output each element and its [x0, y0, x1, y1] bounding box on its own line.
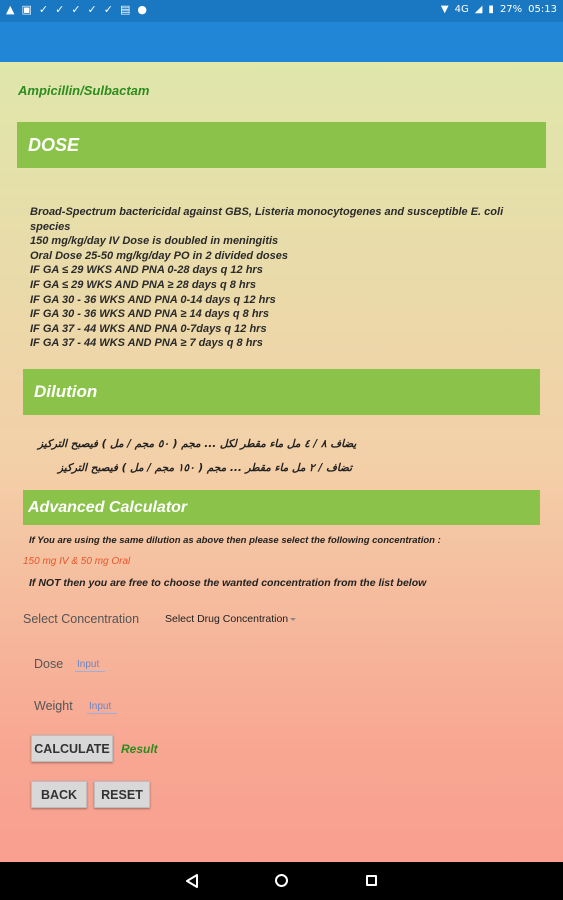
back-icon[interactable] [185, 874, 199, 888]
dose-label: Dose [34, 657, 64, 671]
app-bar [0, 22, 563, 62]
sync-icon: ● [137, 3, 147, 16]
concentration-select[interactable] [165, 613, 296, 625]
dose-line: IF GA 37 - 44 WKS AND PNA ≥ 7 days q 8 hrs [30, 337, 263, 350]
calculate-button[interactable]: CALCULATE [31, 735, 113, 762]
dose-line: IF GA 37 - 44 WKS AND PNA 0-7days q 12 hrs [30, 322, 267, 335]
concentration-hint: 150 mg IV & 50 mg Oral [23, 556, 131, 567]
signal-icon: ◢ [474, 4, 483, 15]
gallery-icon: ▤ [119, 3, 131, 16]
system-status [441, 4, 557, 15]
signal-label: 4G [454, 4, 469, 15]
result-label: Result [121, 742, 158, 756]
advanced-calculator-title: Advanced Calculator [28, 498, 188, 516]
status-bar [0, 0, 563, 22]
check-icon: ✓ [87, 3, 97, 16]
battery-level: 27% [499, 4, 523, 15]
dose-section-header [17, 122, 546, 168]
drug-detail-content [0, 62, 563, 862]
check-icon: ✓ [71, 3, 81, 16]
notification-icons [6, 3, 147, 17]
weight-label: Weight [34, 699, 73, 713]
dilution-line-2: تضاف / ٢ مل ماء مقطر ... مجم ( ١٥٠ مجم / مل ) فيصبح التركيز [58, 462, 353, 474]
home-icon[interactable] [275, 874, 288, 887]
select-concentration-label: Select Concentration [23, 612, 140, 626]
check-icon: ✓ [38, 3, 49, 16]
warning-icon: ▲ [6, 3, 15, 16]
dose-details [30, 205, 535, 351]
dose-line: IF GA 30 - 36 WKS AND PNA 0-14 days q 12 hrs [30, 293, 276, 306]
drug-name: Ampicillin/Sulbactam [18, 83, 150, 98]
back-button[interactable]: BACK [31, 781, 87, 808]
battery-icon: ▮ [488, 4, 494, 15]
dose-line: Oral Dose 25-50 mg/kg/day PO in 2 divided doses [30, 249, 288, 262]
dose-section-title: DOSE [28, 134, 80, 155]
dilution-section-title: Dilution [34, 382, 98, 401]
clock: 05:13 [528, 4, 557, 15]
dilution-section-header [23, 369, 540, 415]
weight-input[interactable]: Input [87, 701, 117, 714]
dropdown-arrow-icon [290, 618, 296, 621]
image-icon: ▣ [21, 3, 32, 16]
advanced-calculator-header [23, 490, 540, 525]
check-icon: ✓ [55, 3, 65, 16]
wifi-icon: ▼ [440, 4, 449, 15]
instruction-free-choice: If NOT then you are free to choose the wanted concentration from the list below [29, 577, 427, 589]
dose-line: IF GA 30 - 36 WKS AND PNA ≥ 14 days q 8 hrs [30, 308, 269, 321]
dilution-line-1: يضاف ٨ / ٤ مل ماء مقطر لكل ... مجم ( ٥٠ مجم / مل ) فيصبح التركيز [38, 438, 357, 450]
dose-line: 150 mg/kg/day IV Dose is doubled in meningitis [30, 235, 279, 248]
dose-line: IF GA ≤ 29 WKS AND PNA 0-28 days q 12 hrs [30, 264, 263, 277]
navigation-bar [0, 862, 563, 900]
instruction-same-dilution: If You are using the same dilution as above then please select the following concentration : [29, 535, 441, 546]
recent-apps-icon[interactable] [366, 875, 377, 886]
dose-line: IF GA ≤ 29 WKS AND PNA ≥ 28 days q 8 hrs [30, 278, 257, 291]
dose-input[interactable]: Input [75, 659, 105, 672]
dose-line: Broad-Spectrum bactericidal against GBS, Listeria monocytogenes and susceptible E. coli species [30, 206, 504, 233]
concentration-select-value: Select Drug Concentration [165, 613, 289, 625]
reset-button[interactable]: RESET [94, 781, 150, 808]
check-icon: ✓ [103, 3, 113, 16]
